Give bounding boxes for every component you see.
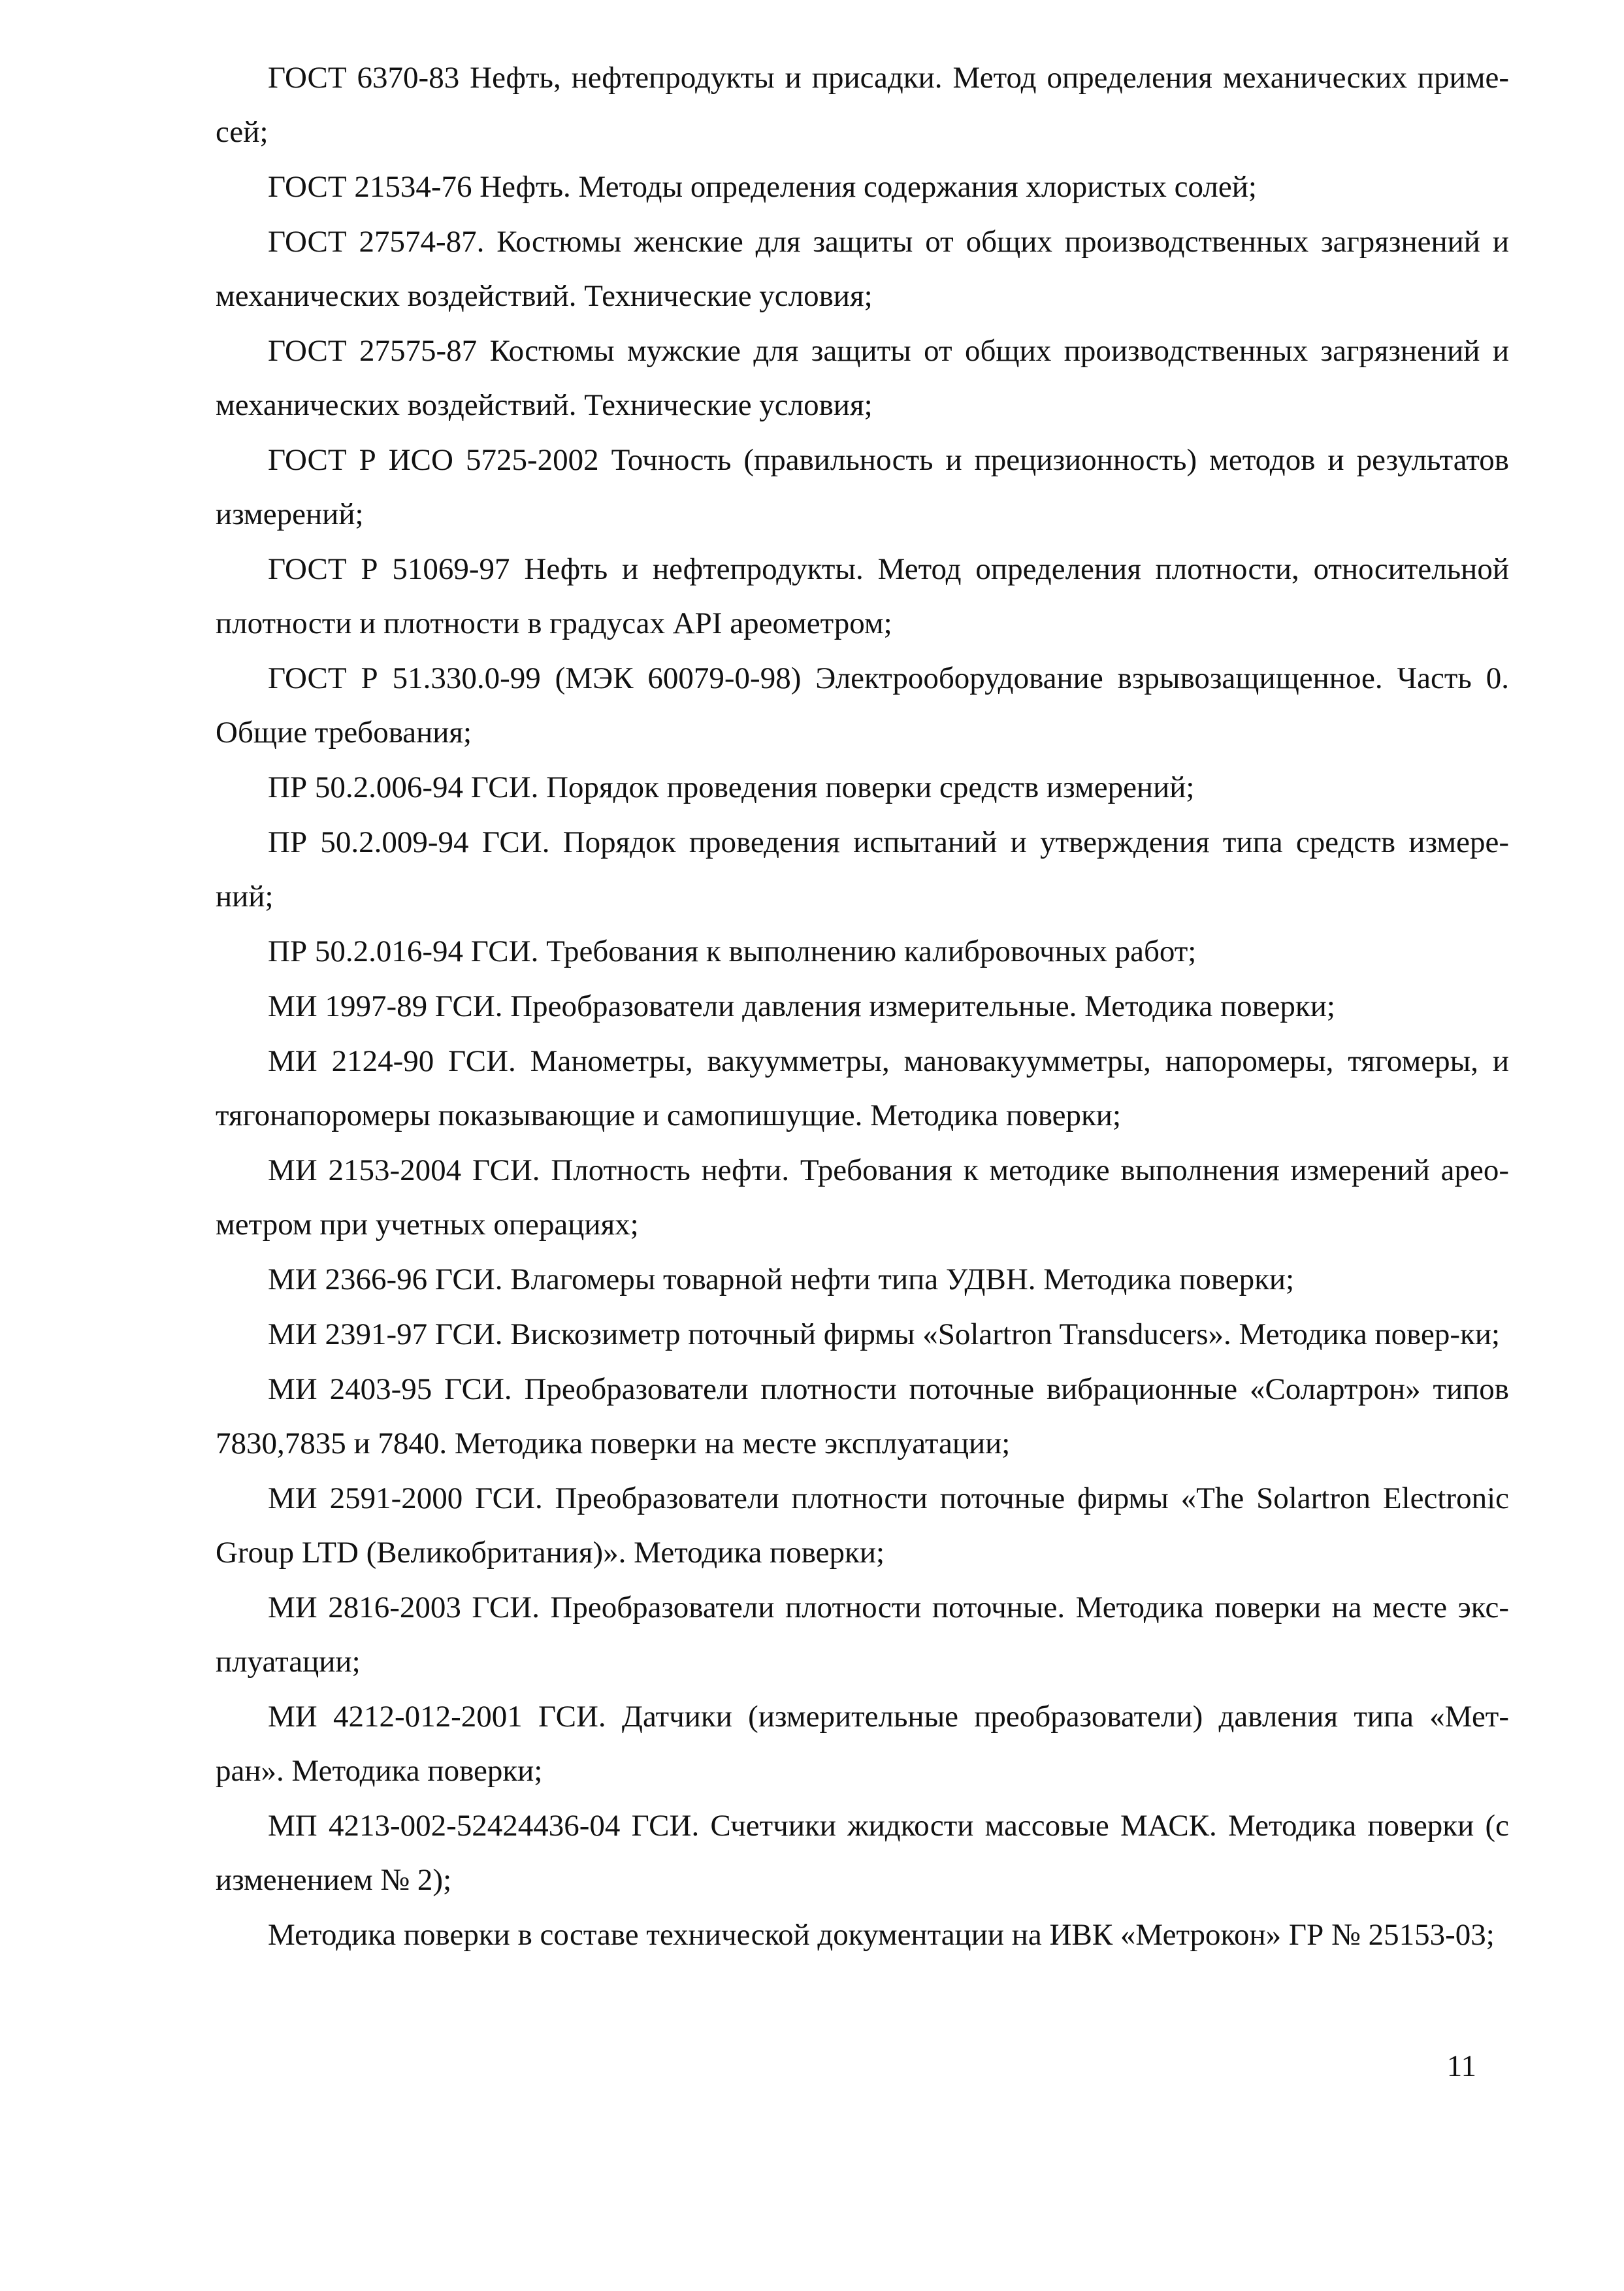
reference-item: ПР 50.2.009-94 ГСИ. Порядок проведения испытаний и утверждения типа средств измере-ний;: [216, 825, 1509, 914]
reference-item: МИ 4212-012-2001 ГСИ. Датчики (измерительные преобразователи) давления типа «Мет-ран». Методика поверки;: [216, 1700, 1509, 1788]
reference-item: МИ 2403-95 ГСИ. Преобразователи плотности поточные вибрационные «Солартрон» типов 7830,7835 и 7840. Методика поверки на месте эксплуатации;: [216, 1372, 1509, 1460]
reference-item: МИ 2591-2000 ГСИ. Преобразователи плотности поточные фирмы «The Solartron Electronic Group LTD (Великобритания)». Методика поверки;: [216, 1481, 1509, 1570]
reference-item: ГОСТ 21534-76 Нефть. Методы определения содержания хлористых солей;: [268, 170, 1257, 204]
reference-item: МП 4213-002-52424436-04 ГСИ. Счетчики жидкости массовые МАСК. Методика поверки (с изменением № 2);: [216, 1809, 1509, 1897]
page-number: 11: [1446, 2049, 1476, 2083]
reference-item: ГОСТ Р 51.330.0-99 (МЭК 60079-0-98) Электрооборудование взрывозащищенное. Часть 0. Общие требования;: [216, 661, 1509, 750]
reference-item: МИ 2124-90 ГСИ. Манометры, вакуумметры, мановакуумметры, напоромеры, тягомеры, и тягонапоромеры показывающие и самопишущие. Методика поверки;: [216, 1044, 1509, 1132]
reference-item: МИ 2816-2003 ГСИ. Преобразователи плотности поточные. Методика поверки на месте экс-плуатации;: [216, 1591, 1509, 1679]
reference-item: ПР 50.2.006-94 ГСИ. Порядок проведения поверки средств измерений;: [268, 770, 1195, 804]
reference-item: ГОСТ Р 51069-97 Нефть и нефтепродукты. Метод определения плотности, относительной плотности и плотности в градусах API ареометром;: [216, 552, 1509, 640]
reference-item: МИ 2153-2004 ГСИ. Плотность нефти. Требования к методике выполнения измерений арео-метром при учетных операциях;: [216, 1153, 1509, 1242]
reference-item: Методика поверки в составе технической документации на ИВК «Метрокон» ГР № 25153-03;: [268, 1918, 1495, 1952]
reference-item: МИ 1997-89 ГСИ. Преобразователи давления измерительные. Методика поверки;: [268, 989, 1335, 1023]
reference-item: ГОСТ 27575-87 Костюмы мужские для защиты от общих производственных загрязнений и механических воздействий. Технические условия;: [216, 334, 1509, 422]
reference-item: МИ 2391-97 ГСИ. Вискозиметр поточный фирмы «Solartron Transducers». Методика повер-ки;: [268, 1317, 1501, 1351]
reference-item: ПР 50.2.016-94 ГСИ. Требования к выполнению калибровочных работ;: [268, 934, 1197, 968]
reference-item: ГОСТ Р ИСО 5725-2002 Точность (правильность и прецизионность) методов и результатов измерений;: [216, 443, 1509, 531]
reference-item: ГОСТ 6370-83 Нефть, нефтепродукты и присадки. Метод определения механических приме-сей;: [216, 61, 1509, 149]
reference-list: [216, 51, 1509, 1963]
reference-item: МИ 2366-96 ГСИ. Влагомеры товарной нефти типа УДВН. Методика поверки;: [268, 1262, 1295, 1296]
reference-item: ГОСТ 27574-87. Костюмы женские для защиты от общих производственных загрязнений и механических воздействий. Технические условия;: [216, 225, 1509, 313]
